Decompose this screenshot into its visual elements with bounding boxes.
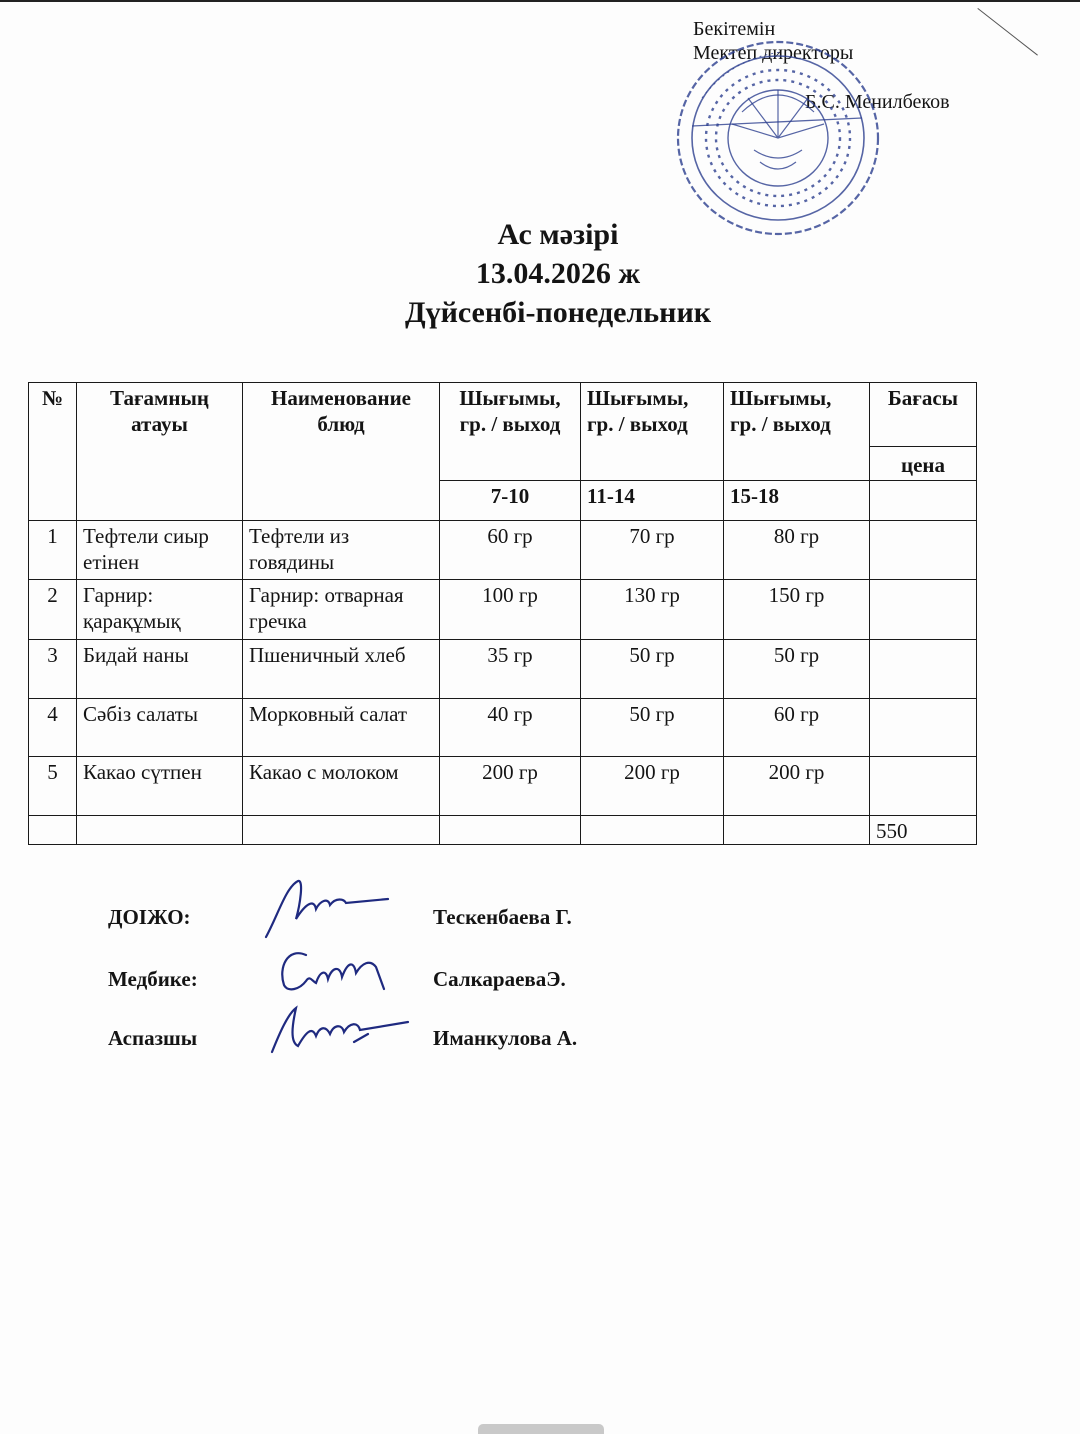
row-name-kz: Бидай наны bbox=[77, 640, 243, 699]
row-name-ru: Пшеничный хлеб bbox=[243, 640, 440, 699]
table-row bbox=[29, 757, 977, 816]
approval-heading: Бекітемін bbox=[693, 18, 776, 40]
total-empty-cell bbox=[724, 816, 870, 845]
row-output-1: 100 гр bbox=[440, 580, 581, 640]
menu-date: 13.04.2026 ж bbox=[475, 257, 641, 290]
signature-role: Аспазшы bbox=[108, 1026, 198, 1050]
row-num: 1 bbox=[29, 521, 77, 580]
header-price-empty bbox=[870, 481, 977, 521]
header-output-1: Шығымы, гр. / выход bbox=[440, 383, 581, 481]
row-num: 2 bbox=[29, 580, 77, 640]
signature-row bbox=[108, 905, 708, 945]
row-output-2: 70 гр bbox=[581, 521, 724, 580]
total-empty-cell bbox=[440, 816, 581, 845]
row-price bbox=[870, 580, 977, 640]
row-name-kz: Тефтели сиыр етінен bbox=[77, 521, 243, 580]
row-output-3: 150 гр bbox=[724, 580, 870, 640]
menu-table bbox=[28, 382, 977, 845]
signature-role: ДОІЖО: bbox=[108, 905, 191, 929]
row-num: 3 bbox=[29, 640, 77, 699]
total-empty-cell bbox=[77, 816, 243, 845]
approval-director-name: Б.С. Менилбеков bbox=[805, 91, 950, 113]
row-output-3: 200 гр bbox=[724, 757, 870, 816]
row-price bbox=[870, 640, 977, 699]
page-top-edge bbox=[0, 0, 1080, 2]
row-name-ru: Какао с молоком bbox=[243, 757, 440, 816]
page-fold-line bbox=[977, 8, 1038, 56]
signature-role: Медбике: bbox=[108, 967, 198, 991]
header-age-11-14: 11-14 bbox=[581, 481, 724, 521]
row-output-1: 200 гр bbox=[440, 757, 581, 816]
row-name-kz: Какао сүтпен bbox=[77, 757, 243, 816]
row-price bbox=[870, 757, 977, 816]
row-price bbox=[870, 699, 977, 757]
row-name-kz: Сәбіз салаты bbox=[77, 699, 243, 757]
total-empty-cell bbox=[581, 816, 724, 845]
signature-name: СалкараеваЭ. bbox=[433, 967, 566, 991]
header-name-kz: Тағамның атауы bbox=[77, 383, 243, 521]
table-row bbox=[29, 640, 977, 699]
total-empty-cell bbox=[29, 816, 77, 845]
table-row bbox=[29, 580, 977, 640]
scroll-indicator[interactable] bbox=[478, 1424, 604, 1434]
handwritten-signature bbox=[258, 996, 418, 1066]
handwritten-signature bbox=[258, 875, 398, 945]
row-name-ru: Морковный салат bbox=[243, 699, 440, 757]
row-output-2: 130 гр bbox=[581, 580, 724, 640]
row-output-2: 50 гр bbox=[581, 699, 724, 757]
row-price bbox=[870, 521, 977, 580]
row-output-1: 35 гр bbox=[440, 640, 581, 699]
row-output-2: 50 гр bbox=[581, 640, 724, 699]
total-row bbox=[29, 816, 977, 845]
table-row bbox=[29, 699, 977, 757]
signature-row bbox=[108, 1026, 708, 1066]
total-empty-cell bbox=[243, 816, 440, 845]
row-output-3: 80 гр bbox=[724, 521, 870, 580]
table-row bbox=[29, 521, 977, 580]
header-name-ru: Наименование блюд bbox=[243, 383, 440, 521]
header-price-kz: Бағасы bbox=[870, 383, 977, 447]
row-num: 4 bbox=[29, 699, 77, 757]
row-output-2: 200 гр bbox=[581, 757, 724, 816]
header-output-2: Шығымы, гр. / выход bbox=[581, 383, 724, 481]
row-output-1: 40 гр bbox=[440, 699, 581, 757]
row-name-ru: Тефтели из говядины bbox=[243, 521, 440, 580]
row-name-ru: Гарнир: отварная гречка bbox=[243, 580, 440, 640]
signature-name: Иманкулова А. bbox=[433, 1026, 578, 1050]
menu-title: Ас мәзірі bbox=[497, 218, 619, 251]
header-output-3: Шығымы, гр. / выход bbox=[724, 383, 870, 481]
menu-title-block bbox=[0, 215, 1080, 332]
approval-position: Мектеп директоры bbox=[693, 42, 854, 64]
header-age-7-10: 7-10 bbox=[440, 481, 581, 521]
header-num: № bbox=[29, 383, 77, 521]
header-age-15-18: 15-18 bbox=[724, 481, 870, 521]
header-price-ru: цена bbox=[870, 447, 977, 481]
row-output-3: 50 гр bbox=[724, 640, 870, 699]
row-output-1: 60 гр bbox=[440, 521, 581, 580]
school-stamp bbox=[672, 38, 884, 242]
row-output-3: 60 гр bbox=[724, 699, 870, 757]
total-price: 550 bbox=[870, 816, 977, 845]
row-name-kz: Гарнир: қарақұмық bbox=[77, 580, 243, 640]
row-num: 5 bbox=[29, 757, 77, 816]
signature-name: Тескенбаева Г. bbox=[433, 905, 572, 929]
menu-weekday: Дүйсенбі-понедельник bbox=[404, 296, 712, 329]
